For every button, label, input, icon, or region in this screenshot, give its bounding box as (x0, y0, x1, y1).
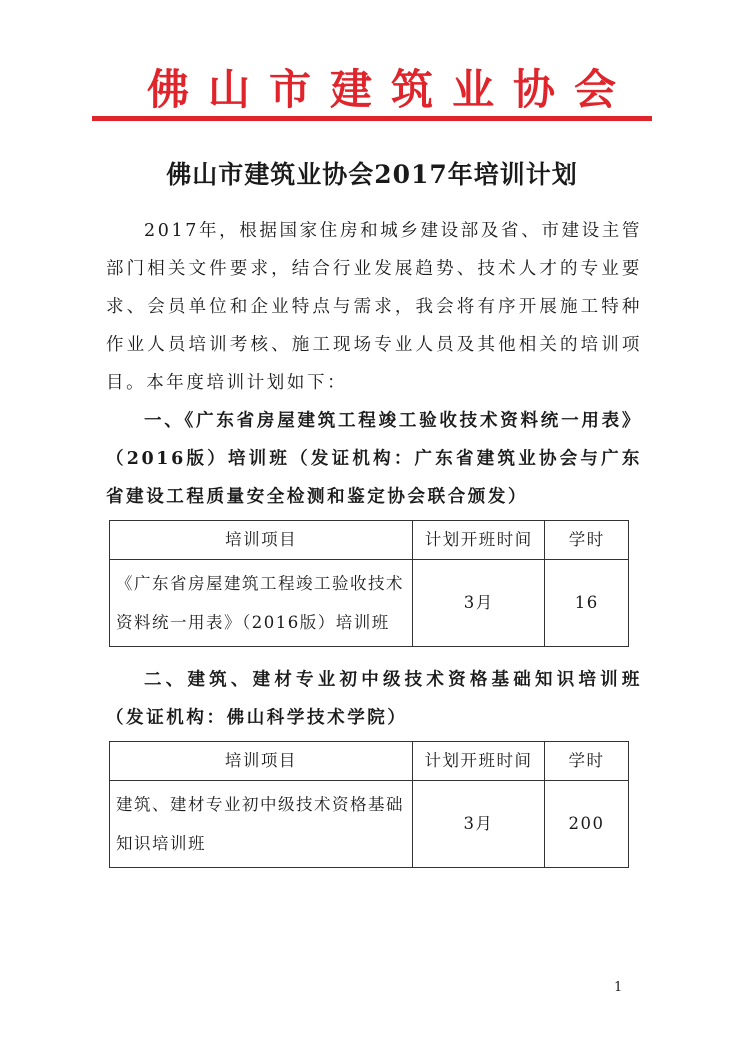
header-start-time: 计划开班时间 (413, 521, 545, 560)
header-hours: 学时 (545, 521, 629, 560)
letterhead-red-rule (92, 116, 652, 121)
header-training-item: 培训项目 (110, 521, 413, 560)
start-time-cell: 3月 (413, 560, 545, 647)
section-1-table (109, 520, 629, 647)
hours-cell: 200 (545, 781, 629, 868)
table-row (110, 781, 629, 868)
table-row (110, 560, 629, 647)
section-1-heading: 一、《广东省房屋建筑工程竣工验收技术资料统一用表》（2016版）培训班（发证机构：广东省建筑业协会与广东省建设工程质量安全检测和鉴定协会联合颁发） (106, 411, 642, 507)
header-start-time: 计划开班时间 (412, 742, 544, 781)
table-header-row (110, 521, 629, 560)
page-number: 1 (614, 980, 623, 995)
header-hours: 学时 (545, 742, 629, 781)
document-body (106, 212, 642, 868)
document-title: 佛山市建筑业协会2017年培训计划 (166, 160, 578, 189)
intro-paragraph: 2017年，根据国家住房和城乡建设部及省、市建设主管部门相关文件要求，结合行业发展趋势、技术人才的专业要求、会员单位和企业特点与需求，我会将有序开展施工特种作业人员培训考核、施工现场专业人员及其他相关的培训项目。本年度培训计划如下： (106, 221, 642, 393)
section-2-table (109, 741, 629, 868)
organization-letterhead: 佛山市建筑业协会 (146, 65, 635, 114)
table-header-row (110, 742, 629, 781)
start-time-cell: 3月 (412, 781, 544, 868)
section-2-heading: 二、建筑、建材专业初中级技术资格基础知识培训班（发证机构：佛山科学技术学院） (106, 670, 642, 728)
training-item-cell: 《广东省房屋建筑工程竣工验收技术资料统一用表》（2016版）培训班 (110, 560, 413, 647)
header-training-item: 培训项目 (110, 742, 413, 781)
training-item-cell: 建筑、建材专业初中级技术资格基础知识培训班 (110, 781, 413, 868)
hours-cell: 16 (545, 560, 629, 647)
